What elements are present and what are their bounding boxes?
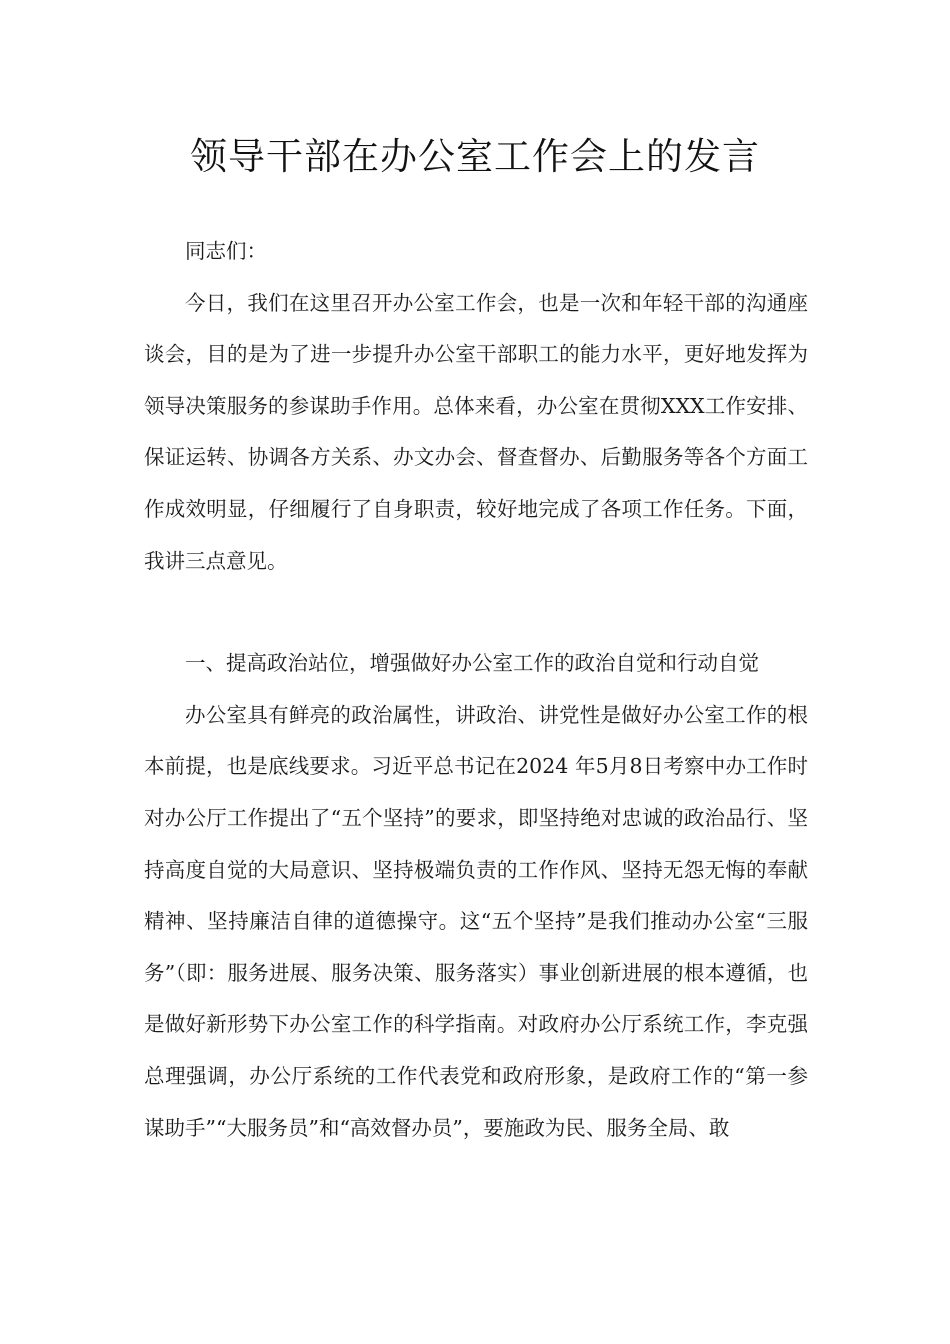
intro-paragraph: 今日，我们在这里召开办公室工作会，也是一次和年轻干部的沟通座谈会，目的是为了进一步提升办公室干部职工的能力水平，更好地发挥为领导决策服务的参谋助手作用。总体来看，办公室在贯彻XXX工作安排、保证运转、协调各方关系、办文办会、督查督办、后勤服务等各个方面工作成效明显，仔细履行了自身职责，较好地完成了各项工作任务。下面，我讲三点意见。	[144, 290, 808, 573]
document-title: 领导干部在办公室工作会上的发言	[190, 135, 760, 178]
section-paragraph: 办公室具有鲜亮的政治属性，讲政治、讲党性是做好办公室工作的根本前提，也是底线要求。习近平总书记在2024 年5月8日考察中办工作时对办公厅工作提出了“五个坚持”的要求，即坚持绝对忠诚的政治品行、坚持高度自觉的大局意识、坚持极端负责的工作作风、坚持无怨无悔的奉献精神、坚持廉洁自律的道德操守。这“五个坚持”是我们推动办公室“三服务”（即：服务进展、服务决策、服务落实）事业创新进展的根本遵循，也是做好新形势下办公室工作的科学指南。对政府办公厅系统工作，李克强总理强调，办公厅系统的工作代表党和政府形象，是政府工作的“第一参谋助手”“大服务员”和“高效督办员”，要施政为民、服务全局、敢	[144, 702, 808, 1140]
document-body	[144, 226, 808, 1154]
section-heading: 一、提高政治站位，增强做好办公室工作的政治自觉和行动自觉	[185, 651, 759, 676]
salutation: 同志们：	[185, 239, 267, 263]
